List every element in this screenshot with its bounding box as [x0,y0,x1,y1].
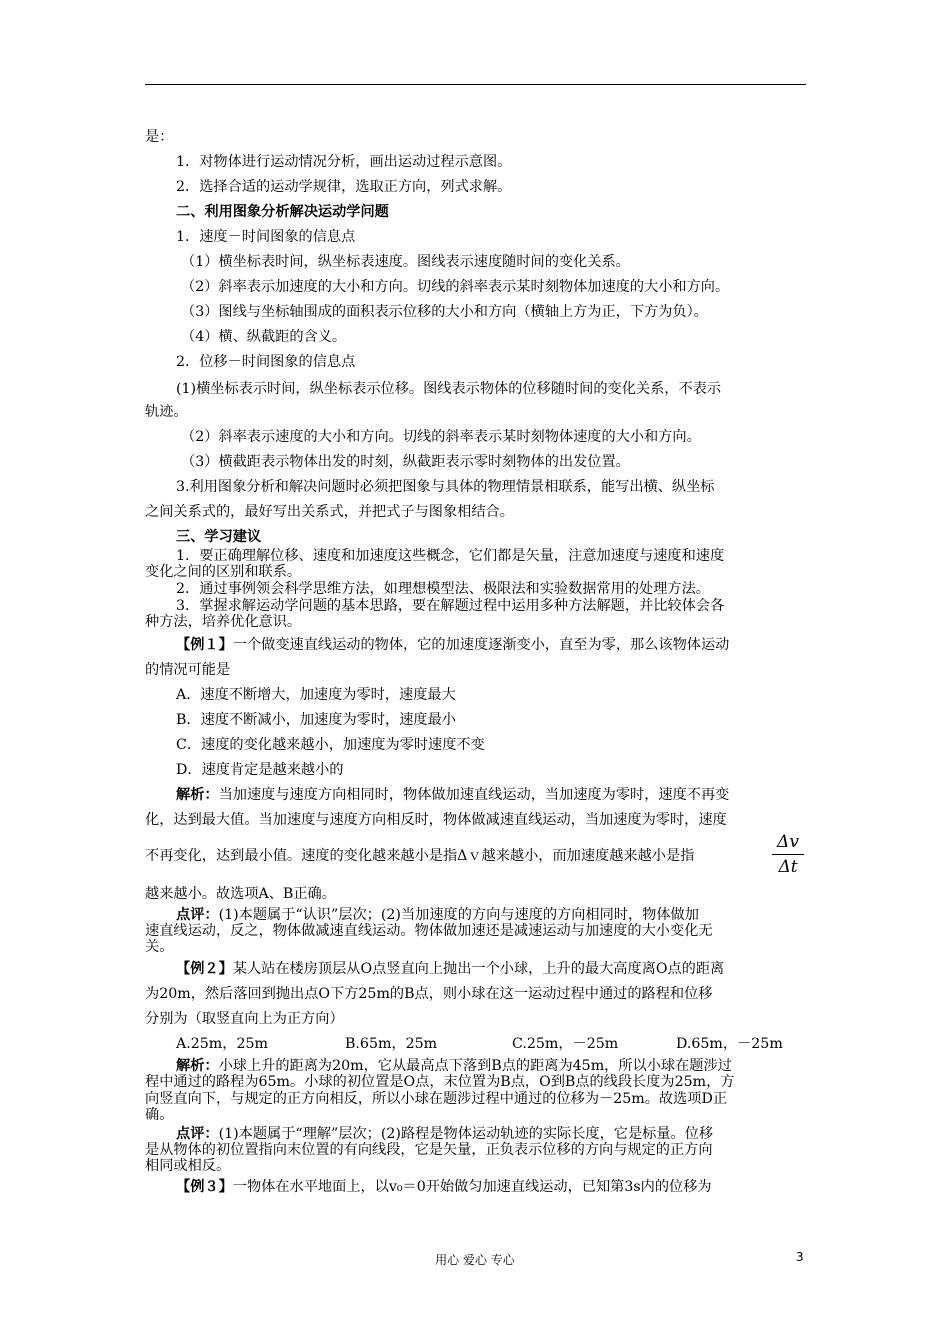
page-footer: 用心 爱心 专心 [435,1253,515,1267]
text-line: 轨迹。 [145,404,188,420]
example-3-line [176,1178,712,1196]
section-heading: 二、利用图象分析解决运动学问题 [176,204,389,220]
example-2-line [176,960,724,978]
example-tag: 【例１】 [176,637,233,653]
text-line: 2．选择合适的运动学规律，选取正方向，列式求解。 [176,179,512,195]
text-line: 1．要正确理解位移、速度和加速度这些概念，它们都是矢量，注意加速度与速度和速度 [176,548,725,564]
text-line: 3.利用图象分析和解决问题时必须把图象与具体的物理情景相联系，能写出横、纵坐标 [176,479,715,495]
example-tag: 【例２】 [176,961,233,977]
option-c: C.25m，－25m [512,1036,619,1052]
text-line: 是： [145,129,174,145]
text-line: 2．通过事例领会科学思维方法，如理想模型法、极限法和实验数据常用的处理方法。 [176,581,710,597]
option-d: D.65m，－25m [676,1036,783,1052]
text-line: 化，达到最大值。当加速度与速度方向相反时，物体做减速直线运动，当加速度为零时，速度 [145,812,727,828]
text-line: 是从物体的初位置指向末位置的有向线段，它是矢量，正负表示位移的方向与规定的正方向 [145,1142,713,1158]
option-d: D．速度肯定是越来越小的 [176,762,344,778]
analysis-tag: 解析： [176,787,219,803]
text-line: （2）斜率表示加速度的大小和方向。切线的斜率表示某时刻物体加速度的大小和方向。 [181,279,730,295]
analysis-tag: 解析： [176,1058,219,1074]
text-line: 之间关系式的，最好写出关系式，并把式子与图象相结合。 [145,504,514,520]
header-rule [145,84,806,85]
text-line: 不再变化，达到最小值。速度的变化越来越小是指Δｖ越来越小，而加速度越来越小是指 [145,848,695,864]
example-text: 某人站在楼房顶层从O点竖直向上抛出一个小球，上升的最大高度离O点的距离 [232,961,725,977]
text-line: 向竖直向下，与规定的正方向相反，所以小球在题涉过程中通过的位移为－25m。故选项D正 [145,1091,728,1107]
comment-tag: 点评： [176,1126,219,1142]
fraction-bar [772,854,804,855]
text-line: 关。 [145,939,174,955]
text-line: 相同或相反。 [145,1158,231,1174]
example-1-line [176,636,729,654]
text-line: 的情况可能是 [145,662,231,678]
text-line: 种方法，培养优化意识。 [145,614,302,630]
text-line: （3）图线与坐标轴围成的面积表示位移的大小和方向（横轴上方为正，下方为负）。 [181,304,708,320]
fraction-denominator: Δt [778,857,798,877]
text-line: 2．位移－时间图象的信息点 [176,354,356,370]
text-line: （4）横、纵截距的含义。 [181,329,347,345]
text-line: 越来越小。故选项A、B正确。 [145,886,336,902]
text-line: 1．速度－时间图象的信息点 [176,229,356,245]
section-heading: 三、学习建议 [176,529,262,545]
example-tag: 【例３】 [176,1179,233,1195]
text-line: 为20m，然后落回到抛出点O下方25m的B点，则小球在这一运动过程中通过的路程和位移 [145,986,713,1002]
text-line: 1．对物体进行运动情况分析，画出运动过程示意图。 [176,154,512,170]
option-c: C．速度的变化越来越小，加速度为零时速度不变 [176,737,485,753]
analysis-text: 小球上升的距离为20m，它从最高点下落到B点的距离为45m，所以小球在题涉过 [218,1058,732,1074]
comment-text: (1)本题属于“理解”层次；(2)路程是物体运动轨迹的实际长度，它是标量。位移 [218,1126,714,1142]
fraction-delta-v-over-delta-t [771,832,805,877]
fraction-numerator: Δv [777,832,799,852]
text-line: （3）横截距表示物体出发的时刻，纵截距表示零时刻物体的出发位置。 [181,454,630,470]
option-b: B.65m，25m [345,1036,438,1052]
text-line: 速直线运动，反之，物体做减速直线运动。物体做加速还是减速运动与加速度的大小变化无 [145,923,713,939]
text-line: （2）斜率表示速度的大小和方向。切线的斜率表示某时刻物体速度的大小和方向。 [181,429,701,445]
comment-text: (1)本题属于“认识”层次；(2)当加速度的方向与速度的方向相同时，物体做加 [218,907,699,923]
option-a: A.25m，25m [176,1036,268,1052]
text-line: 变化之间的区别和联系。 [145,564,302,580]
text-line: 分别为（取竖直向上为正方向） [145,1011,344,1027]
option-b: B．速度不断减小，加速度为零时，速度最小 [176,712,456,728]
page-number: 3 [796,1250,804,1264]
text-line: 确。 [145,1107,174,1123]
analysis-line [176,786,729,804]
option-a: A．速度不断增大，加速度为零时，速度最大 [176,687,456,703]
analysis-text: 当加速度与速度方向相同时，物体做加速直线运动，当加速度为零时，速度不再变 [218,787,730,803]
text-line: 程中通过的路程为65m。小球的初位置是O点，末位置为B点，O到B点的线段长度为25m，方 [145,1074,735,1090]
example-text: 一物体在水平地面上，以v₀＝0开始做匀加速直线运动，已知第3s内的位移为 [232,1179,712,1195]
text-line: （1）横坐标表时间，纵坐标表速度。图线表示速度随时间的变化关系。 [181,254,630,270]
comment-tag: 点评： [176,907,219,923]
example-text: 一个做变速直线运动的物体，它的加速度逐渐变小，直至为零，那么该物体运动 [232,637,730,653]
text-line: (1)横坐标表示时间，纵坐标表示位移。图线表示物体的位移随时间的变化关系，不表示 [176,381,722,397]
text-line: 3．掌握求解运动学问题的基本思路，要在解题过程中运用多种方法解题，并比较体会各 [176,598,725,614]
